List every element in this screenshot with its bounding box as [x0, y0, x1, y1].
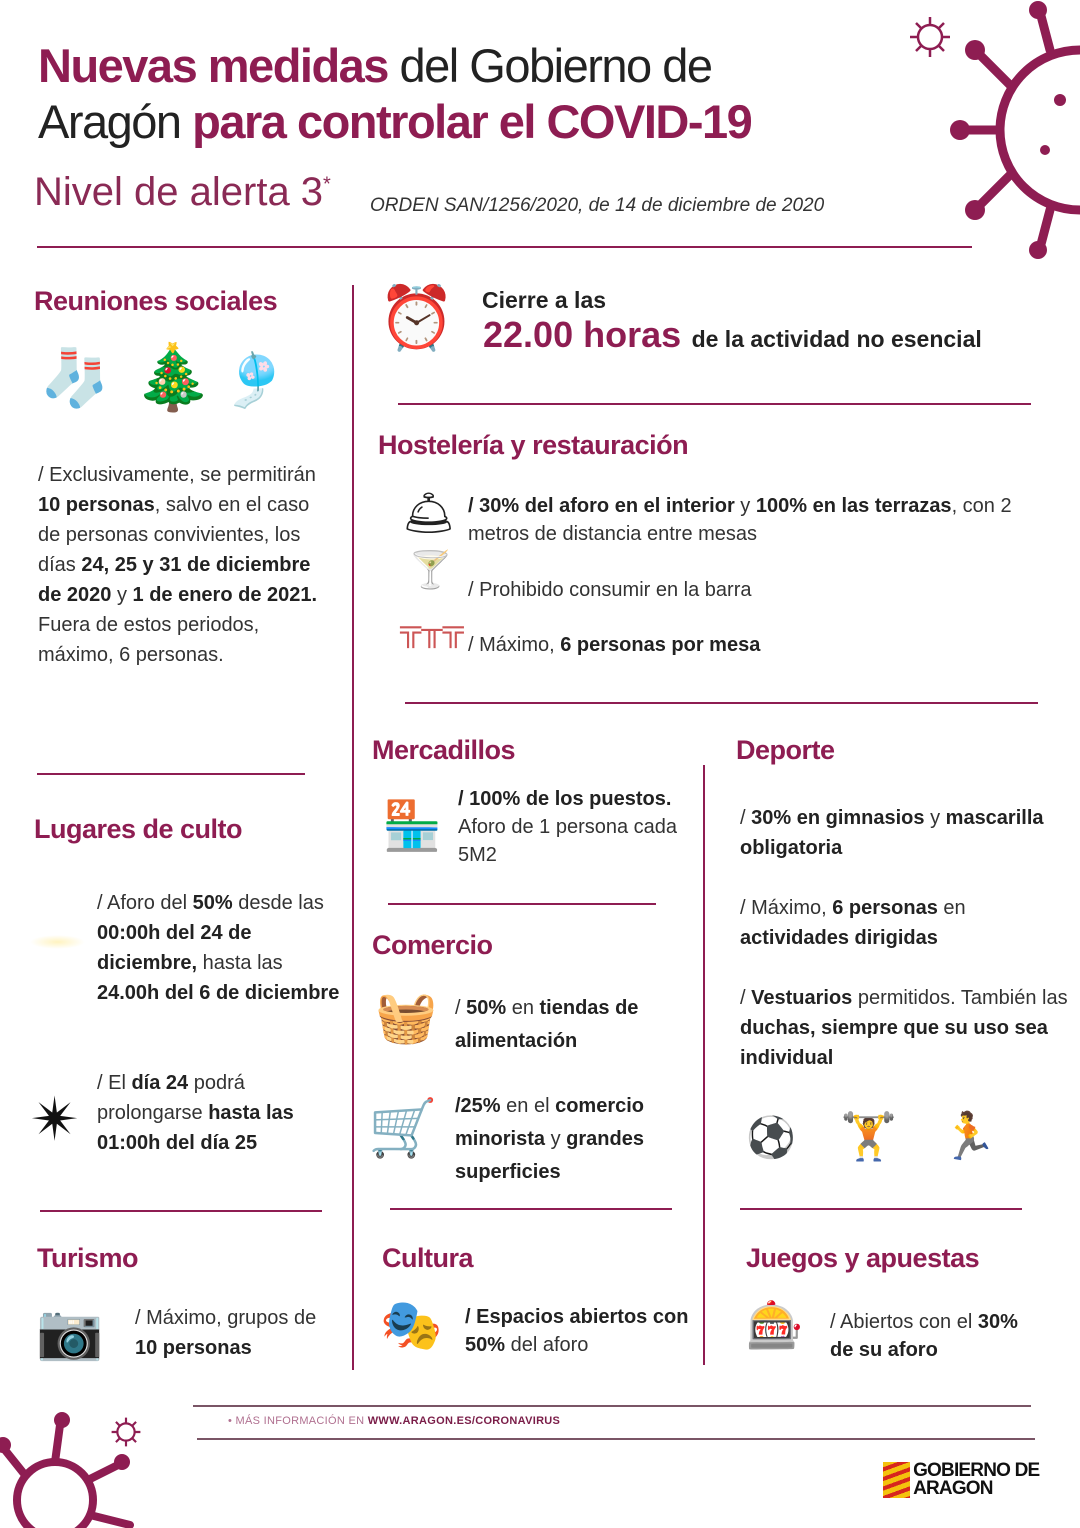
order-reference: ORDEN SAN/1256/2020, de 14 de diciembre de 2020	[370, 195, 825, 216]
divider	[197, 1438, 1035, 1440]
text-bold-segment: 6 personas por mesa	[560, 634, 761, 656]
more-info-label: MÁS INFORMACIÓN EN	[235, 1415, 368, 1427]
text-bold-segment: duchas, siempre que su uso sea individual	[740, 1017, 1048, 1069]
shopping-cart-icon: 🛒	[368, 1096, 438, 1159]
text-segment: /	[455, 997, 467, 1019]
text-bold-segment: /25%	[455, 1095, 501, 1117]
column-divider	[352, 285, 354, 1370]
reuniones-text	[38, 460, 323, 670]
comercio-text-2	[455, 1090, 695, 1189]
turismo-text	[135, 1303, 335, 1363]
casino-chips-icon: 🎰	[746, 1299, 804, 1351]
deporte-text-1	[740, 803, 1060, 863]
alert-asterisk: *	[323, 173, 331, 196]
divider	[37, 773, 305, 775]
text-segment: / El	[97, 1072, 132, 1094]
weightlifter-icon: 🏋	[840, 1110, 898, 1162]
soccer-ball-icon: ⚽	[746, 1116, 796, 1160]
text-segment: y	[111, 584, 133, 606]
title-bold: Nuevas medidas	[38, 39, 388, 92]
text-bold-segment: 50%	[192, 892, 233, 914]
alert-level	[34, 170, 331, 215]
culto-text-2	[97, 1068, 337, 1158]
text-bold-segment: mascarilla obligatoria	[740, 807, 1044, 859]
christmas-ornaments-icon: 🎐	[222, 352, 287, 410]
text-segment: / Aforo del	[97, 892, 193, 914]
section-title-cultura: Cultura	[382, 1243, 473, 1273]
section-title-culto: Lugares de culto	[34, 814, 243, 844]
text-bold-segment: 1 de enero de 2021.	[132, 584, 318, 606]
divider	[740, 1208, 1022, 1210]
text-segment: y	[545, 1128, 567, 1150]
small-virus-icon	[108, 1414, 144, 1450]
gobierno-aragon-logo	[883, 1462, 1080, 1498]
text-bold-segment: 10 personas	[38, 494, 155, 516]
comercio-text-1	[455, 992, 695, 1058]
text-segment: /	[740, 807, 752, 829]
alert-level-text: Nivel de alerta 3	[34, 170, 324, 214]
section-title-comercio: Comercio	[372, 930, 493, 960]
text-segment: /	[740, 987, 752, 1009]
section-title-deporte: Deporte	[736, 735, 835, 765]
text-segment: / Prohibido consumir en la barra	[468, 579, 752, 601]
juegos-text	[830, 1308, 1030, 1364]
text-bold-segment: Vestuarios	[751, 987, 853, 1009]
title-text: del Gobierno de	[387, 39, 712, 92]
text-segment: , con 2 metros de distancia entre mesas	[468, 495, 1012, 545]
christmas-stocking-icon: 🧦	[40, 346, 110, 409]
text-bold-segment: 24, 25 y 31 de diciembre de 2020	[38, 554, 311, 606]
text-segment: en	[506, 997, 540, 1019]
section-title-reuniones: Reuniones sociales	[34, 286, 278, 316]
section-title-mercadillos: Mercadillos	[372, 735, 516, 765]
text-bold-segment: tiendas de alimentación	[455, 997, 639, 1052]
divider	[193, 1405, 1031, 1407]
section-title-juegos: Juegos y apuestas	[746, 1243, 980, 1273]
text-segment: / Máximo,	[468, 634, 561, 656]
text-bold-segment: 00:00h del 24 de diciembre,	[97, 922, 252, 974]
hosteleria-text-3	[468, 630, 1028, 660]
text-segment: , salvo en el caso de personas convivientes, los días	[38, 494, 310, 576]
text-segment: Aforo de 1 persona cada 5M2	[458, 816, 678, 866]
text-bold-segment: 6 personas	[832, 897, 938, 919]
light-glow-icon	[30, 935, 85, 949]
section-title-turismo: Turismo	[37, 1243, 139, 1273]
text-bold-segment: 10 personas	[135, 1337, 252, 1359]
text-bold-segment: día 24	[131, 1072, 189, 1094]
cocktail-icon: 🍸	[408, 549, 453, 590]
divider	[37, 246, 972, 248]
text-segment: desde las	[232, 892, 324, 914]
text-segment: en	[937, 897, 966, 919]
text-segment: / Abiertos con el	[830, 1311, 978, 1333]
text-bold-segment: / 100% de los puestos.	[458, 788, 672, 810]
market-stall-icon: 🏪	[382, 800, 442, 853]
deporte-text-2	[740, 893, 1060, 953]
divider	[40, 1210, 322, 1212]
text-bold-segment: / 30% del aforo en el interior	[468, 495, 735, 517]
logo-text: GOBIERNO DE ARAGON	[913, 1460, 1040, 1499]
theater-masks-icon: 🎭	[380, 1297, 443, 1353]
deporte-text-3	[740, 983, 1070, 1073]
more-info: • MÁS INFORMACIÓN EN WWW.ARAGON.ES/CORONAVIRUS	[228, 1415, 561, 1427]
text-segment: / Exclusivamente, se permitirán	[38, 464, 316, 486]
text-segment: permitidos. También las	[852, 987, 1068, 1009]
divider	[405, 702, 1038, 704]
title-bold: para controlar el COVID-19	[192, 95, 752, 148]
aragon-flag-icon	[883, 1462, 910, 1498]
runner-icon: 🏃	[940, 1110, 998, 1162]
cultura-text	[465, 1303, 695, 1359]
text-segment: hasta las	[197, 952, 283, 974]
cierre-line1: Cierre a las	[482, 287, 607, 313]
text-segment: en el	[500, 1095, 556, 1117]
text-bold-segment: / Espacios abiertos con 50%	[465, 1306, 689, 1356]
more-info-link[interactable]: WWW.ARAGON.ES/CORONAVIRUS	[367, 1415, 561, 1427]
text-bold-segment: hasta las 01:00h del día 25	[97, 1102, 294, 1154]
hosteleria-text-2	[468, 575, 1028, 605]
text-segment: y	[734, 495, 756, 517]
section-title-hosteleria: Hostelería y restauración	[378, 430, 689, 460]
food-basket-icon: 🧺	[375, 989, 438, 1045]
christmas-tree-icon: 🎄	[133, 341, 213, 413]
serving-cloche-icon: 🛎	[402, 489, 456, 536]
cierre-rest: de la actividad no esencial	[691, 326, 982, 352]
text-segment: / Máximo, grupos de	[135, 1307, 317, 1329]
text-segment: del aforo	[505, 1334, 589, 1356]
mercadillos-text	[458, 785, 683, 869]
small-virus-icon	[905, 12, 955, 62]
cierre-time	[483, 314, 982, 356]
text-bold-segment: 100% en las terrazas	[755, 495, 952, 517]
alarm-clock-icon: ⏰	[378, 284, 456, 353]
text-segment: podrá prolongarse	[97, 1072, 245, 1124]
title-text: Aragón	[38, 95, 193, 148]
divider	[388, 903, 656, 905]
column-divider	[703, 765, 705, 1365]
hosteleria-text-1	[468, 492, 1038, 548]
star-sparkle-icon: ✴	[30, 1086, 81, 1153]
text-segment: y	[924, 807, 946, 829]
text-bold-segment: comercio minorista	[455, 1095, 645, 1150]
table-chairs-icon: ╦╥╦	[400, 613, 464, 646]
divider	[390, 1208, 672, 1210]
text-bold-segment: 50%	[466, 997, 507, 1019]
text-bold-segment: actividades dirigidas	[740, 927, 938, 949]
cierre-time-text: 22.00 horas	[483, 314, 682, 355]
text-segment: Fuera de estos periodos, máximo, 6 personas.	[38, 614, 260, 666]
text-bold-segment: 24.00h del 6 de diciembre	[97, 982, 340, 1004]
text-bold-segment: grandes superficies	[455, 1128, 644, 1183]
culto-text-1	[97, 888, 342, 1008]
divider	[398, 403, 1031, 405]
page-title	[38, 38, 751, 150]
text-segment: / Máximo,	[740, 897, 833, 919]
text-bold-segment: 30% en gimnasios	[751, 807, 925, 829]
text-bold-segment: 30% de su aforo	[830, 1311, 1018, 1361]
camera-icon: 📷	[36, 1302, 104, 1362]
